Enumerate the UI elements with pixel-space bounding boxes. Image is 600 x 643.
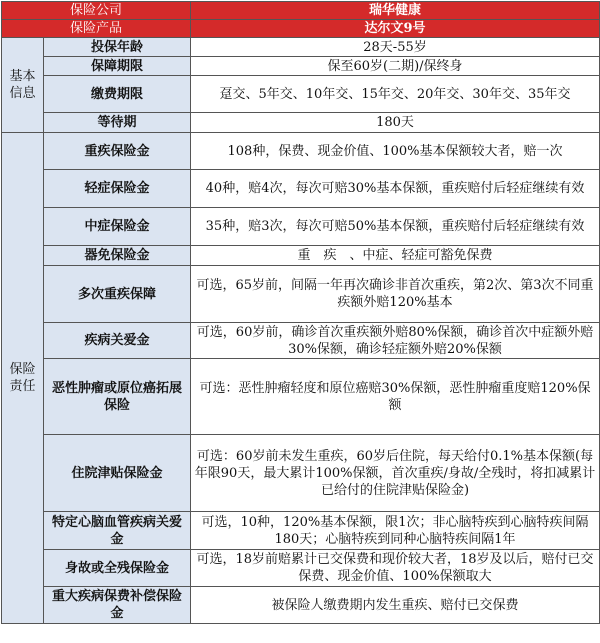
row-label: 住院津贴保险金 [44,435,191,512]
basic-info-section-title [2,38,44,133]
company-label: 保险公司 [2,2,191,20]
row-value: 可选：60岁前未发生重疾，60岁后住院，每天给付0.1%基本保额(每年限90天，最大累计100%保额，首次重疾/身故/全残时，将扣减累计已给付的住院津贴保险金) [191,435,600,512]
table-row [2,359,600,435]
row-value: 28天-55岁 [191,38,600,57]
row-value: 180天 [191,113,600,133]
row-label: 保障期限 [44,57,191,76]
row-label: 多次重疾保障 [44,266,191,323]
product-row [2,20,600,38]
insurance-table [1,1,600,624]
row-value: 可选：恶性肿瘤轻度和原位癌赔30%保额，恶性肿瘤重度赔120%保额 [191,359,600,435]
table-row [2,113,600,133]
row-label: 恶性肿瘤或原位癌拓展保险 [44,359,191,435]
table-row [2,512,600,550]
table-row [2,246,600,266]
row-value: 被保险人缴费期内发生重疾、赔付已交保费 [191,587,600,624]
product-label: 保险产品 [2,20,191,38]
row-value: 可选，65岁前，间隔一年再次确诊非首次重疾，第2次、第3次不同重疾额外赔120%基本 [191,266,600,323]
coverage-title-text: 保险 责任 [9,362,36,394]
row-value: 35种，赔3次，每次可赔50%基本保额，重疾赔付后轻症继续有效 [191,208,600,246]
table-row [2,266,600,323]
row-value: 108种，保费、现金价值、100%基本保额较大者，赔一次 [191,133,600,170]
table-row [2,587,600,624]
table-row [2,435,600,512]
row-value: 可选，60岁前，确诊首次重疾额外赔80%保额，确诊首次中症额外赔30%保额，确诊轻症额外赔20%保额 [191,323,600,359]
basic-info-title-text: 基本 信息 [9,69,36,101]
row-value: 40种，赔4次，每次可赔30%基本保额，重疾赔付后轻症继续有效 [191,170,600,208]
table-row [2,550,600,587]
row-label: 投保年龄 [44,38,191,57]
row-label: 器免保险金 [44,246,191,266]
row-value: 保至60岁(二期)/保终身 [191,57,600,76]
table-row [2,133,600,170]
row-label: 中症保险金 [44,208,191,246]
row-label: 重大疾病保费补偿保险金 [44,587,191,624]
table-row [2,57,600,76]
row-label: 缴费期限 [44,76,191,113]
row-label: 轻症保险金 [44,170,191,208]
table-row [2,170,600,208]
table-row [2,208,600,246]
row-label: 疾病关爱金 [44,323,191,359]
company-row [2,2,600,20]
row-label: 等待期 [44,113,191,133]
company-value: 瑞华健康 [191,2,600,20]
table-row [2,76,600,113]
row-label: 特定心脑血管疾病关爱金 [44,512,191,550]
row-value: 重 疾 、中症、轻症可豁免保费 [191,246,600,266]
product-value: 达尔文9号 [191,20,600,38]
row-label: 重疾保险金 [44,133,191,170]
table-row [2,38,600,57]
row-label: 身故或全残保险金 [44,550,191,587]
coverage-section-title [2,133,44,624]
table-row [2,323,600,359]
row-value: 可选，18岁前赔累计已交保费和现价较大者，18岁及以后，赔付已交保费、现金价值、100%保额取大 [191,550,600,587]
row-value: 可选，10种，120%基本保额，限1次；非心脑特疾到心脑特疾间隔180天；心脑特疾到同种心脑特疾间隔1年 [191,512,600,550]
row-value: 趸交、5年交、10年交、15年交、20年交、30年交、35年交 [191,76,600,113]
